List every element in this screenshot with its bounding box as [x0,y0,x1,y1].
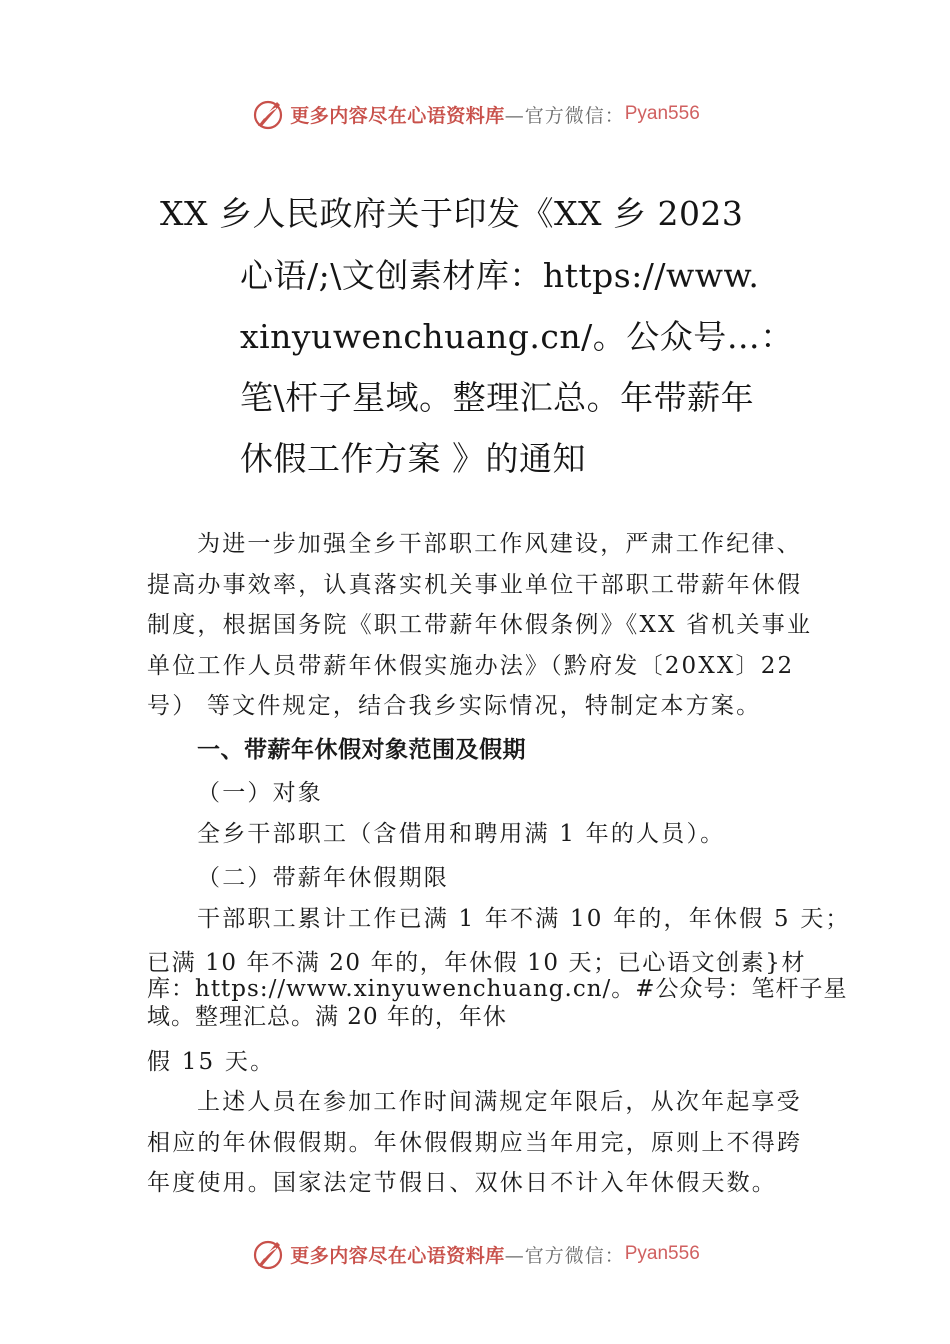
banner-text-brand: 更多内容尽在心语资料库 [290,104,505,127]
subsection-heading-2: （二）带薪年休假期限 [197,865,449,891]
title-line-3: xinyuwenchuang.cn/。公众号…： [240,317,794,356]
closing-paragraph: 上述人员在参加工作时间满规定年限后，从次年起享受相应的年休假假期。年休假假期应当年用完，原则上不得跨年度使用。国家法定节假日、双休日不计入年休假天数。 [147,1089,803,1196]
leave-rule-line-2: 已满 10 年不满 20 年的，年休假 10 天；已心语文创素}材 [147,950,807,976]
subsection-heading-1: （一）对象 [197,780,323,806]
leave-rule-line-4: 域。整理汇总。满 20 年的，年休 [147,1004,507,1030]
banner-text-brand: 更多内容尽在心语资料库 [290,1244,505,1267]
leave-rule-line-3: 库：https://www.xinyuwenchuang.cn/。#公众号：笔杆子星 [147,976,848,1002]
quill-logo-icon [250,96,286,132]
title-line-2: 心语/;\文创素材库：https://www. [240,256,760,295]
banner-text-wechat: —官方微信： [504,1244,625,1267]
title-line-1: XX 乡人民政府关于印发《XX 乡 2023 [160,194,744,233]
subsection-text-1: 全乡干部职工（含借用和聘用满 1 年的人员）。 [197,821,726,847]
banner-text-id: Pyan556 [624,103,700,124]
banner-text-id: Pyan556 [624,1243,700,1264]
section-heading-1: 一、带薪年休假对象范围及假期 [197,737,526,763]
leave-rule-line-1: 干部职工累计工作已满 1 年不满 10 年的，年休假 5 天； [197,906,851,932]
footer-watermark [0,1234,950,1274]
title-line-4: 笔\杆子星域。整理汇总。年带薪年 [240,378,755,417]
banner-text-wechat: —官方微信： [504,104,625,127]
header-watermark [0,94,950,134]
intro-paragraph: 为进一步加强全乡干部职工作风建设，严肃工作纪律、提高办事效率，认真落实机关事业单位干部职工带薪年休假制度，根据国务院《职工带薪年休假条例》《XX 省机关事业单位工作人员带薪年休假实施办法》（黔府发〔20XX〕22号） 等文件规定，结合我乡实际情况，特制定本方案。 [147,531,813,719]
leave-rule-line-5: 假 15 天。 [147,1049,276,1075]
title-line-5: 休假工作方案 》的通知 [240,439,586,478]
quill-logo-icon [250,1236,286,1272]
